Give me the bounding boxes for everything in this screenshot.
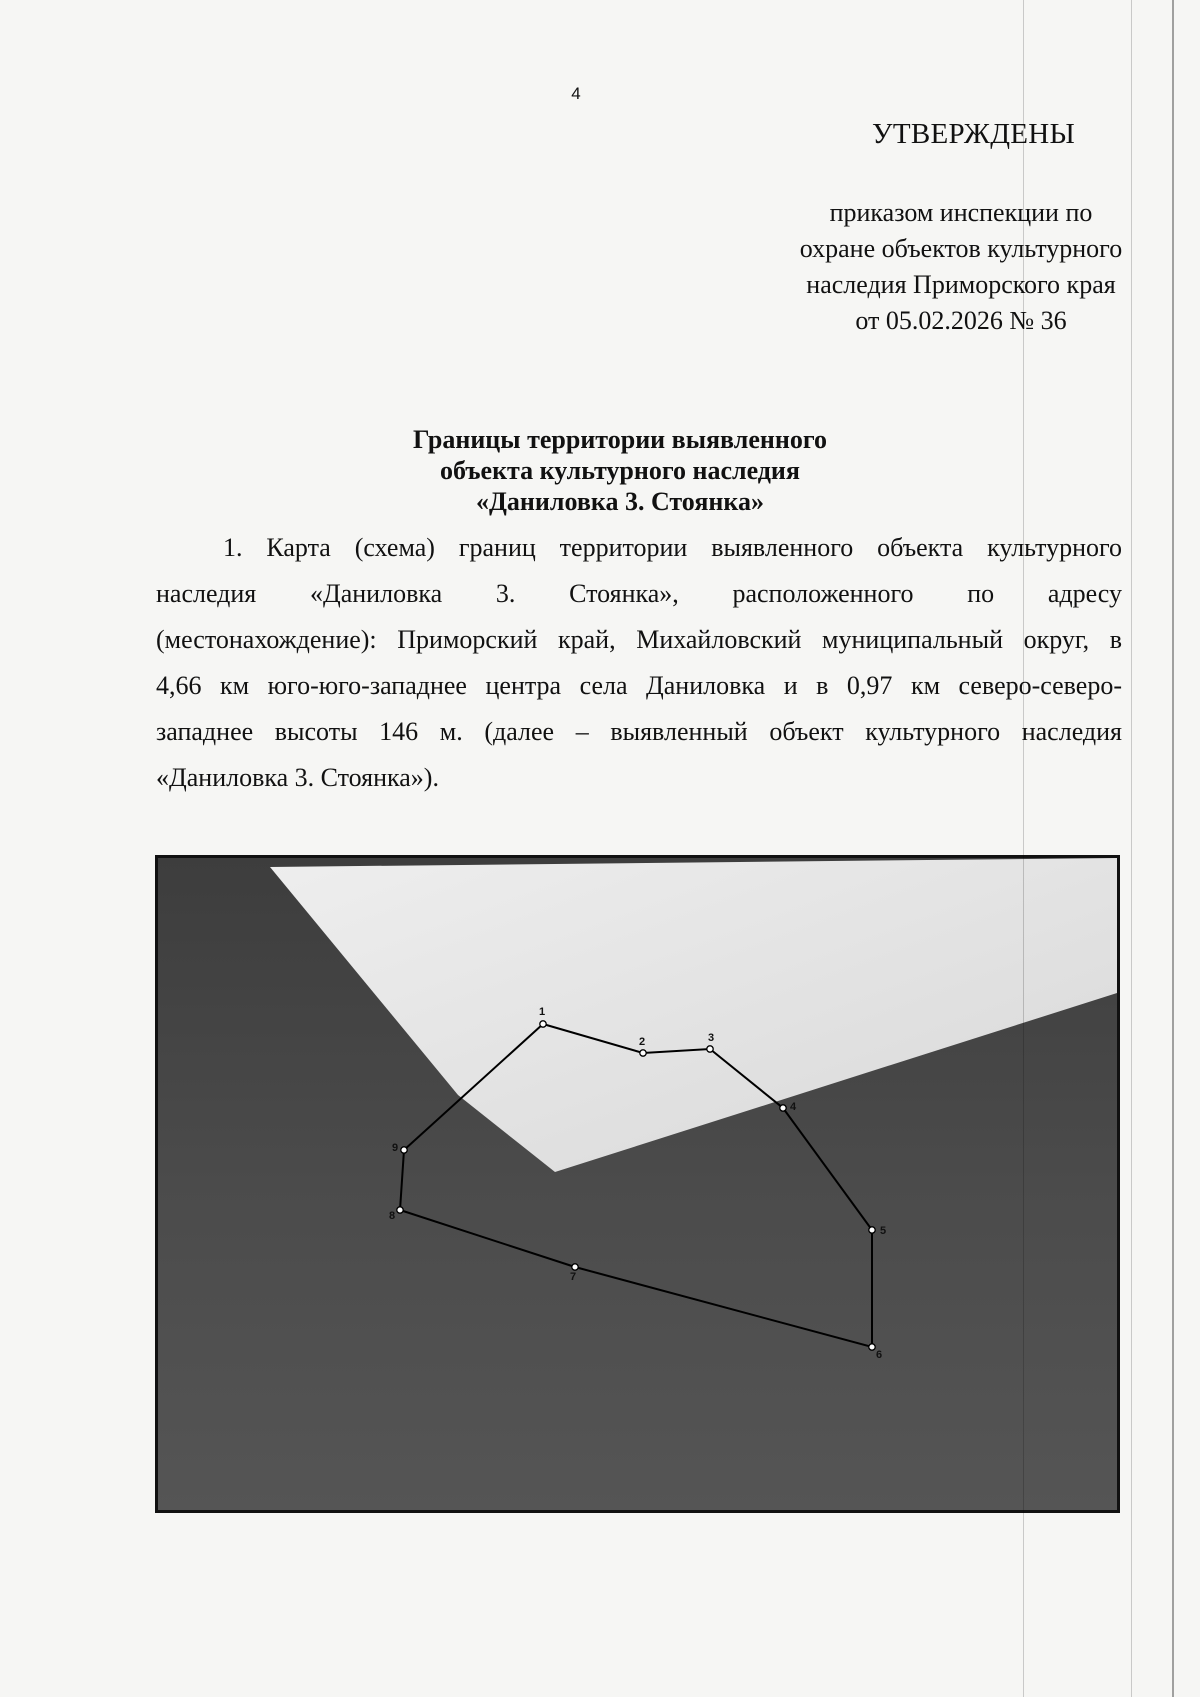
boundary-point [397, 1207, 403, 1213]
map-svg [158, 858, 1117, 1510]
boundary-map [155, 855, 1120, 1513]
scan-line [1131, 0, 1132, 1697]
document-title [300, 424, 940, 517]
paragraph-line: «Даниловка 3. Стоянка»). [156, 763, 439, 792]
boundary-point [707, 1046, 713, 1052]
boundary-point [780, 1105, 786, 1111]
page-number: 4 [571, 84, 581, 103]
approval-order [776, 195, 1146, 339]
paragraph-line: (местонахождение): Приморский край, Михайловский муниципальный округ, в [156, 625, 1122, 654]
boundary-point-label: 6 [876, 1349, 883, 1361]
title-line: объекта культурного наследия [440, 456, 800, 485]
order-line: приказом инспекции по [829, 198, 1093, 227]
description-paragraph [156, 532, 1122, 808]
paragraph-line: наследия «Даниловка 3. Стоянка», расположенного по адресу [156, 579, 1122, 608]
approval-heading: УТВЕРЖДЕНЫ [872, 118, 1076, 150]
title-line: Границы территории выявленного [412, 425, 828, 454]
paragraph-line: 4,66 км юго-юго-западнее центра села Даниловка и в 0,97 км северо-северо- [156, 671, 1122, 700]
boundary-point [540, 1021, 546, 1027]
title-line: «Даниловка 3. Стоянка» [476, 487, 764, 516]
boundary-point-label: 5 [880, 1225, 887, 1237]
scan-line [1023, 0, 1024, 1697]
paragraph-line: западнее высоты 146 м. (далее – выявленный объект культурного наследия [156, 717, 1122, 746]
order-line: охране объектов культурного [799, 234, 1123, 263]
boundary-point-label: 3 [708, 1032, 715, 1044]
boundary-point [401, 1147, 407, 1153]
boundary-point-label: 8 [389, 1210, 396, 1222]
page-edge [1172, 0, 1174, 1697]
boundary-point-label: 1 [539, 1006, 546, 1018]
boundary-point [572, 1264, 578, 1270]
order-line: от 05.02.2026 № 36 [855, 306, 1067, 335]
boundary-point-label: 2 [639, 1036, 646, 1048]
paragraph-line: 1. Карта (схема) границ территории выявленного объекта культурного [223, 533, 1122, 562]
order-line: наследия Приморского края [806, 270, 1116, 299]
boundary-point-label: 4 [790, 1101, 797, 1113]
boundary-point [869, 1344, 875, 1350]
boundary-point-label: 9 [392, 1142, 399, 1154]
boundary-point [640, 1050, 646, 1056]
boundary-point [869, 1227, 875, 1233]
boundary-point-label: 7 [570, 1271, 577, 1283]
